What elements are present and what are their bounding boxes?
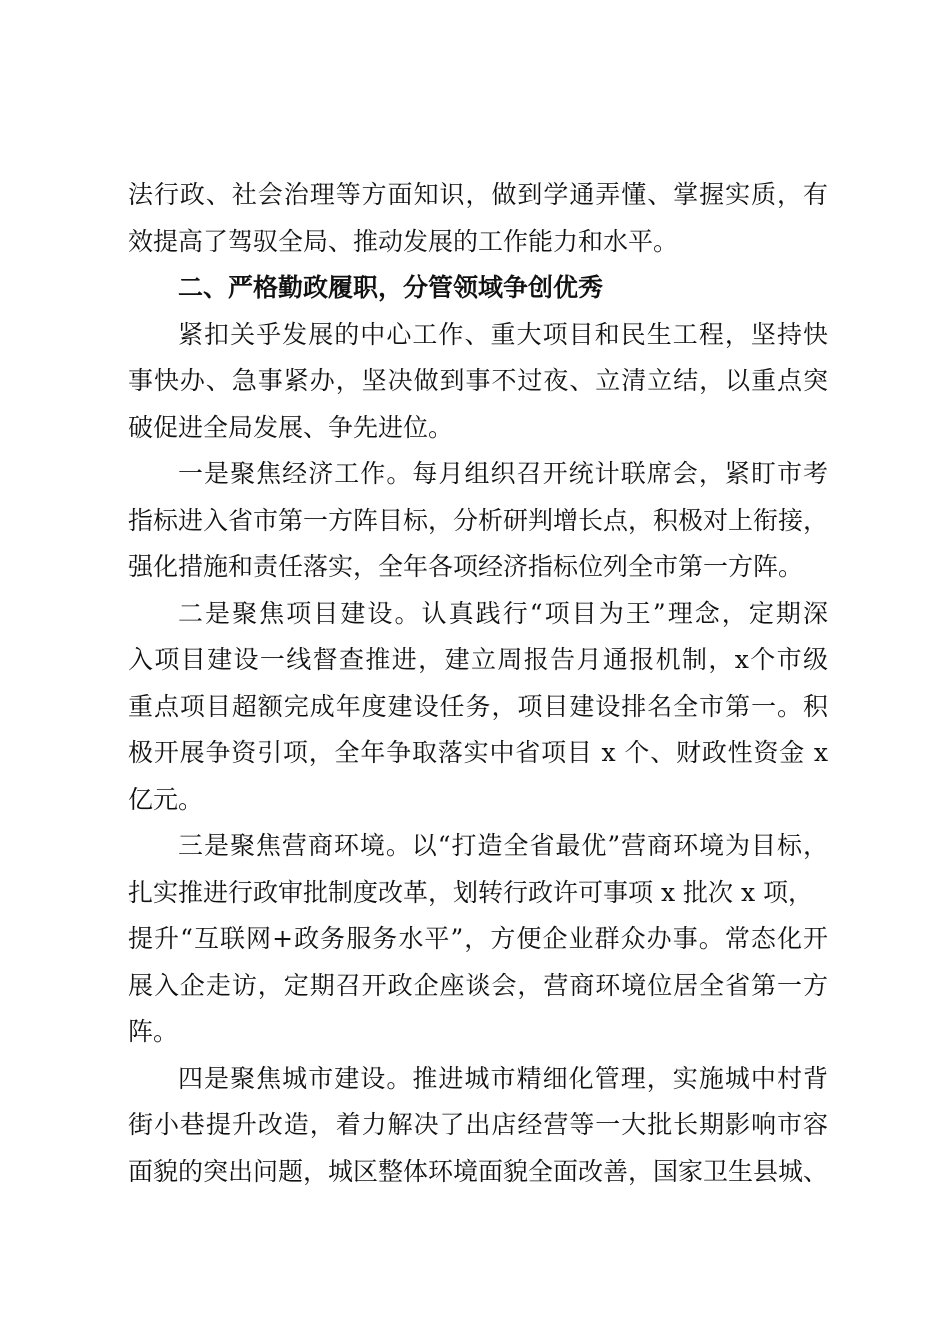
text-line: 事快办、急事紧办，坚决做到事不过夜、立清立结，以重点突 — [128, 366, 828, 395]
text-line: 街小巷提升改造，着力解决了出店经营等一大批长期影响市容 — [128, 1110, 828, 1139]
paragraph-first-line: 三是聚焦营商环境。以“打造全省最优”营商环境为目标， — [178, 831, 828, 860]
text-line: 提升“互联网+政务服务水平”，方便企业群众办事。常态化开 — [128, 924, 828, 953]
text-line: 法行政、社会治理等方面知识，做到学通弄懂、掌握实质，有 — [128, 180, 828, 209]
paragraph-first-line: 紧扣关乎发展的中心工作、重大项目和民生工程，坚持快 — [178, 319, 828, 349]
paragraph-first-line: 二是聚焦项目建设。认真践行“项目为王”理念，定期深 — [178, 598, 828, 628]
section-heading: 二、严格勤政履职，分管领域争创优秀 — [178, 273, 604, 302]
paragraph-first-line: 四是聚焦城市建设。推进城市精细化管理，实施城中村背 — [178, 1063, 828, 1093]
text-line: 扎实推进行政审批制度改革，划转行政许可事项 x 批次 x 项， — [128, 877, 813, 907]
text-line: 破促进全局发展、争先进位。 — [128, 412, 454, 442]
text-line: 入项目建设一线督查推进，建立周报告月通报机制，x个市级 — [128, 645, 828, 674]
text-line: 展入企走访，定期召开政企座谈会，营商环境位居全省第一方 — [128, 970, 828, 1000]
text-line: 指标进入省市第一方阵目标，分析研判增长点，积极对上衔接， — [128, 505, 829, 535]
text-line: 亿元。 — [128, 784, 204, 814]
text-line: 重点项目超额完成年度建设任务，项目建设排名全市第一。积 — [128, 691, 828, 721]
paragraph-first-line: 一是聚焦经济工作。每月组织召开统计联席会，紧盯市考 — [178, 459, 828, 488]
text-line: 效提高了驾驭全局、推动发展的工作能力和水平。 — [128, 226, 679, 256]
text-line: 阵。 — [128, 1017, 179, 1046]
text-line: 极开展争资引项，全年争取落实中省项目 x 个、财政性资金 x — [128, 738, 828, 767]
text-line: 强化措施和责任落实，全年各项经济指标位列全市第一方阵。 — [128, 552, 804, 581]
document-body — [128, 172, 828, 1195]
text-line: 面貌的突出问题，城区整体环境面貌全面改善，国家卫生县城、 — [128, 1156, 829, 1186]
